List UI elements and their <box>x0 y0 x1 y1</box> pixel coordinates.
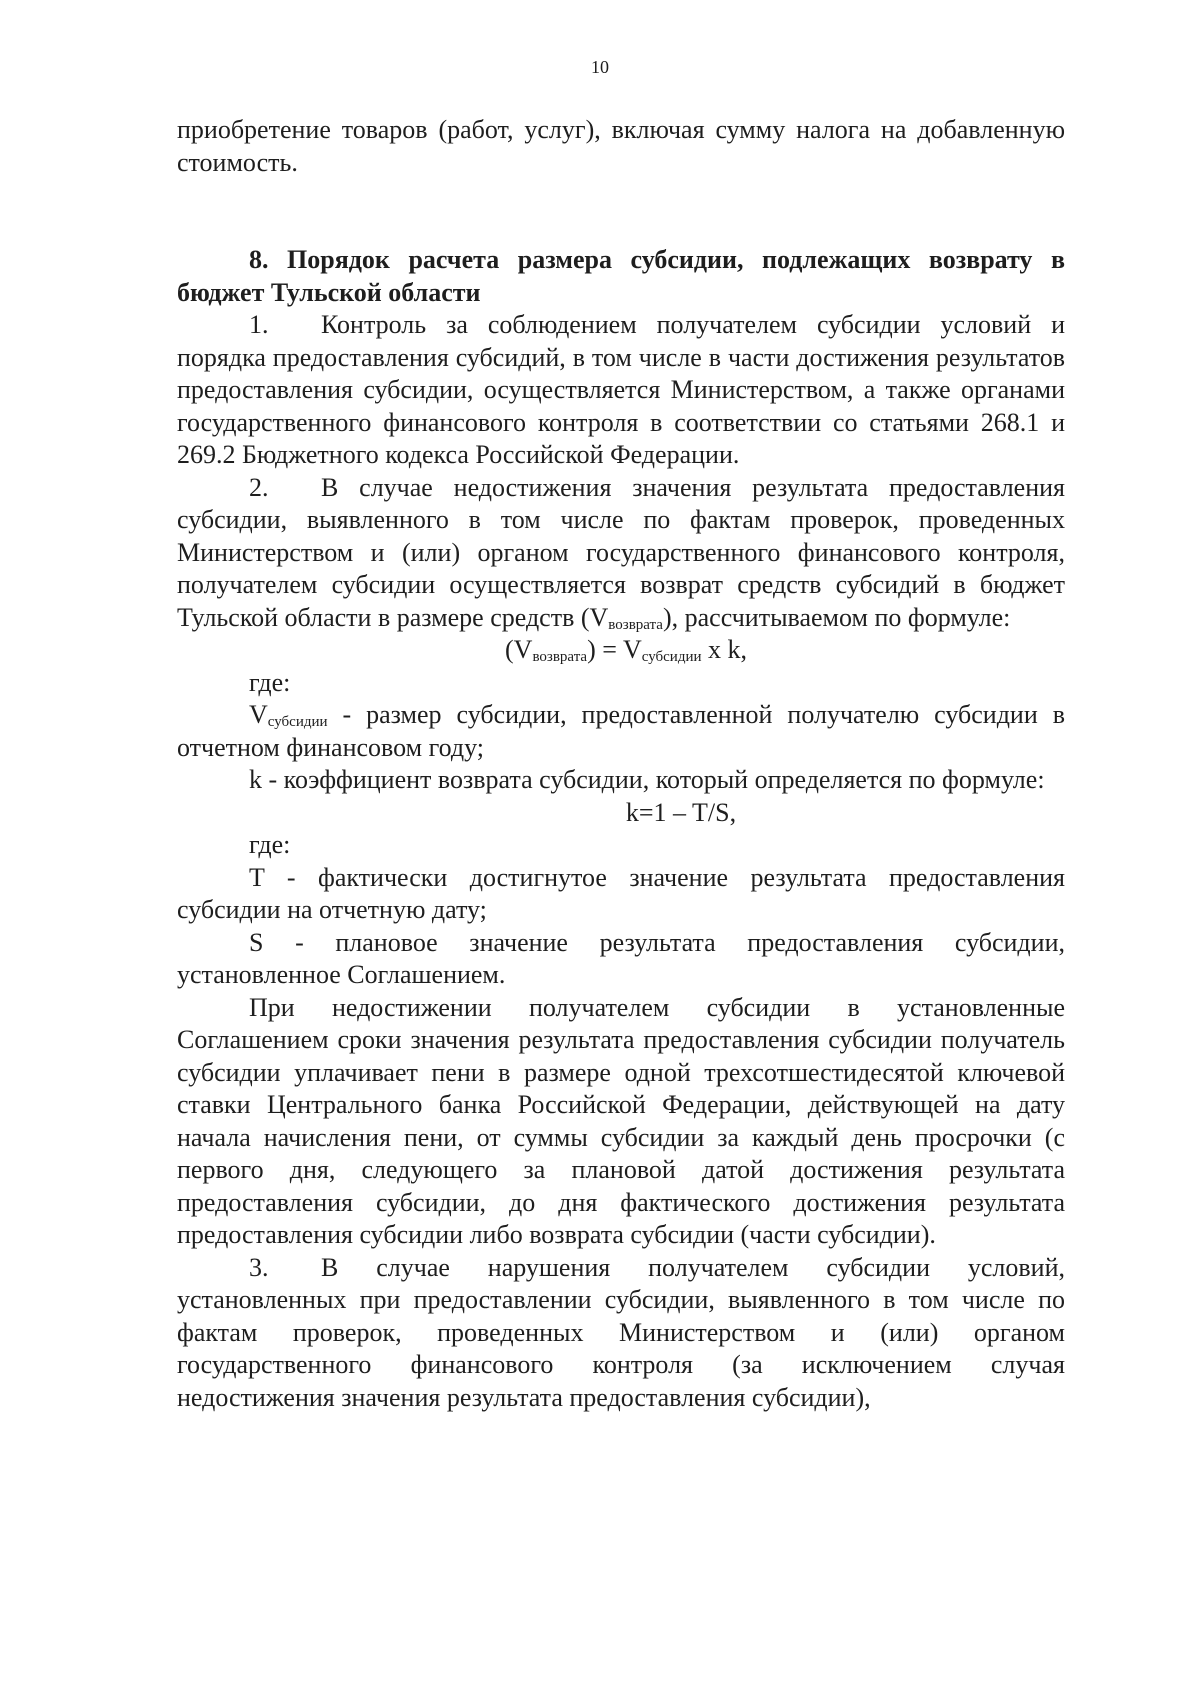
item-2-text-end: ), рассчитываемом по формуле: <box>662 602 1011 632</box>
definition-k: k - коэффициент возврата субсидии, который определяется по формуле: <box>249 765 1045 794</box>
definition-v-subsidy <box>177 699 1065 764</box>
formula-k: k=1 – T/S, <box>625 797 737 827</box>
definition-v-text: - размер субсидии, предоставленной получателю субсидии в отчетном финансовом году; <box>177 700 1065 762</box>
section-heading: 8. Порядок расчета размера субсидии, подлежащих возврату в бюджет Тульской области <box>177 245 1065 307</box>
formula-refund-middle: ) = V <box>587 635 642 664</box>
item-2-number: 2. <box>249 472 269 502</box>
item-1-number: 1. <box>249 310 269 339</box>
definition-s: S - плановое значение результата предоставления субсидии, установленное Соглашением. <box>177 927 1065 989</box>
intro-paragraph: приобретение товаров (работ, услуг), включая сумму налога на добавленную стоимость. <box>177 115 1065 177</box>
item-1-paragraph <box>177 309 1065 472</box>
item-2-paragraph <box>177 472 1065 635</box>
penalty-paragraph: При недостижении получателем субсидии в установленные Соглашением сроки значения результата предоставления субсидии получатель субсидии уплачивает пени в размере одной трехсотшестидесятой ключевой ставки Центрального банка Российской Федерации, действующей на дату начала начисления пени, от суммы субсидии за каждый день просрочки (с первого дня, следующего за плановой датой достижения результата предоставления субсидии, до дня фактического достижения результата предоставления субсидии либо возврата субсидии (части субсидии). <box>177 992 1065 1249</box>
where-label-2: где: <box>249 830 291 859</box>
definition-t: T - фактически достигнутое значение результата предоставления субсидии на отчетную дату; <box>177 862 1065 924</box>
formula-refund-end: x k, <box>701 635 747 664</box>
formula-refund-sub-right: субсидии <box>641 649 702 665</box>
formula-refund <box>177 634 1065 667</box>
definition-v-subscript: субсидии <box>267 714 328 730</box>
definition-v-symbol: V <box>249 700 268 729</box>
item-2-text: В случае недостижения значения результата предоставления субсидии, выявленного в том числе по фактам проверок, проведенных Министерством и (или) органом государственного финансового контроля, получателем субсидии осуществляется возврат средств субсидий в бюджет Тульской области в размере средств (V <box>177 472 1065 632</box>
formula-refund-open: (V <box>505 635 533 664</box>
item-3-number: 3. <box>249 1252 269 1282</box>
section-spacer <box>177 179 1065 244</box>
item-1-text: Контроль за соблюдением получателем субсидии условий и порядка предоставления субсидий, в том числе в части достижения результатов предоставления субсидии, осуществляется Министерством, а также органами государственного финансового контроля в соответствии со статьями 268.1 и 269.2 Бюджетного кодекса Российской Федерации. <box>177 310 1065 469</box>
document-body <box>177 114 1065 1414</box>
item-2-subscript: возврата <box>608 616 663 633</box>
item-3-paragraph <box>177 1252 1065 1415</box>
item-3-text: В случае нарушения получателем субсидии условий, установленных при предоставлении субсидии, выявленного в том числе по фактам проверок, проведенных Министерством и (или) органом государственного финансового контроля (за исключением случая недостижения значения результата предоставления субсидии), <box>177 1252 1065 1412</box>
page-number: 10 <box>591 57 609 77</box>
where-label-1: где: <box>249 667 291 697</box>
formula-refund-sub-left: возврата <box>532 649 588 665</box>
